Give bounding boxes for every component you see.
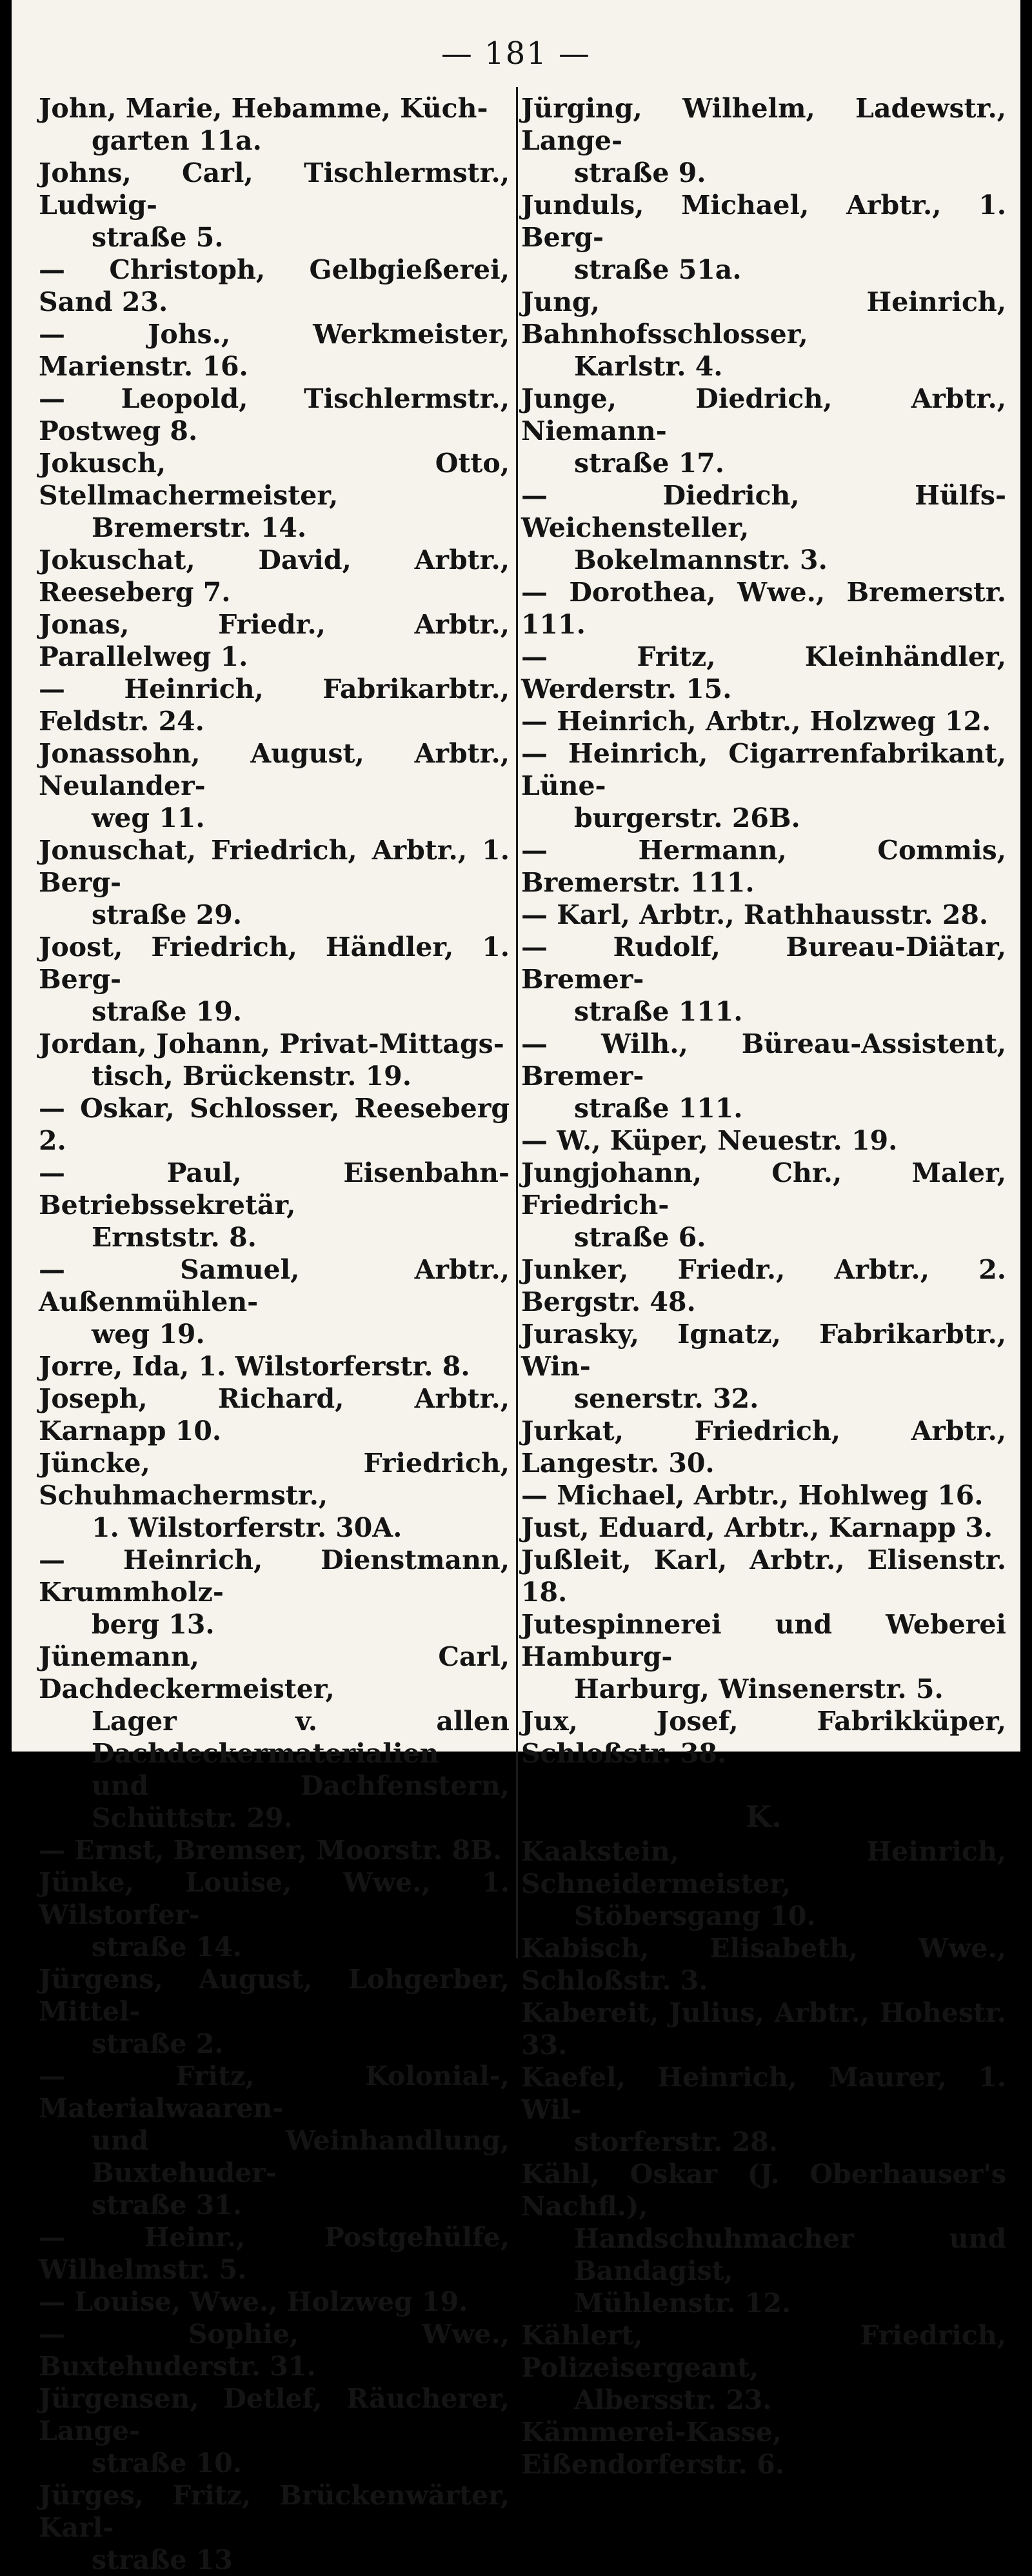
directory-entry-line: 1. Wilstorferstr. 30A. <box>92 1512 402 1543</box>
directory-entry-line: — Wilh., Büreau-Assistent, Bremer- <box>521 1028 1006 1092</box>
directory-entry-line: — Christoph, Gelbgießerei, Sand 23. <box>39 254 510 317</box>
directory-entry-line: — W., Küper, Neuestr. 19. <box>521 1125 898 1156</box>
page-number: — 181 — <box>441 35 591 72</box>
directory-entry-line: Jonassohn, August, Arbtr., Neulander- <box>39 738 510 801</box>
directory-entry-line: Joost, Friedrich, Händler, 1. Berg- <box>39 932 510 995</box>
directory-entry-line: und Dachfenstern, Schüttstr. 29. <box>92 1770 510 1833</box>
directory-entry-line: straße 29. <box>92 899 243 930</box>
directory-entry-line: — Hermann, Commis, Bremerstr. 111. <box>521 835 1006 898</box>
directory-entry-line: — Paul, Eisenbahn-Betriebssekretär, <box>39 1157 510 1221</box>
directory-entry-line: Jurkat, Friedrich, Arbtr., Langestr. 30. <box>521 1415 1006 1479</box>
directory-entry-line: senerstr. 32. <box>574 1383 759 1414</box>
directory-entry-line: Kaefel, Heinrich, Maurer, 1. Wil- <box>521 2062 1006 2125</box>
directory-entry-line: Jutespinnerei und Weberei Hamburg- <box>521 1609 1006 1672</box>
directory-entry-line: straße 51a. <box>574 254 742 285</box>
directory-entry-line: Stöbersgang 10. <box>574 1901 816 1932</box>
directory-entry-line: straße 9. <box>574 157 706 188</box>
directory-entry-line: Jokuschat, David, Arbtr., Reeseberg 7. <box>39 544 510 608</box>
directory-entry-line: — Diedrich, Hülfs-Weichensteller, <box>521 480 1006 543</box>
directory-entry-line: Jünemann, Carl, Dachdeckermeister, <box>39 1641 510 1704</box>
directory-entry-line: — Michael, Arbtr., Hohlweg 16. <box>521 1480 984 1511</box>
directory-entry-line: Jürges, Fritz, Brückenwärter, Karl- <box>39 2480 510 2543</box>
directory-entry-line: burgerstr. 26B. <box>574 803 800 834</box>
directory-entry-line: — Karl, Arbtr., Rathhausstr. 28. <box>521 899 989 930</box>
directory-entry-line: — Louise, Wwe., Holzweg 19. <box>39 2286 468 2317</box>
section-letter-heading: K. <box>746 1799 782 1834</box>
directory-entry-line: straße 111. <box>574 1093 743 1124</box>
directory-entry-line: Joseph, Richard, Arbtr., Karnapp 10. <box>39 1383 510 1446</box>
directory-entry-line: straße 10. <box>92 2448 243 2479</box>
directory-entry-line: Albersstr. 23. <box>574 2384 772 2415</box>
directory-entry-line: — Oskar, Schlosser, Reeseberg 2. <box>39 1093 510 1156</box>
directory-entry-line: Mühlenstr. 12. <box>574 2288 791 2319</box>
directory-entry-line: Junduls, Michael, Arbtr., 1. Berg- <box>521 190 1006 253</box>
directory-entry-line: Jürging, Wilhelm, Ladewstr., Lange- <box>521 93 1006 156</box>
directory-entry-line: John, Marie, Hebamme, Küch- <box>39 93 488 124</box>
directory-entry-line: Jurasky, Ignatz, Fabrikarbtr., Win- <box>521 1319 1006 1382</box>
directory-entry-line: — Rudolf, Bureau-Diätar, Bremer- <box>521 932 1006 995</box>
directory-entry-line: — Leopold, Tischlermstr., Postweg 8. <box>39 383 510 446</box>
directory-entry-line: Handschuhmacher und Bandagist, <box>574 2223 1006 2286</box>
directory-entry-line: berg 13. <box>92 1609 215 1640</box>
directory-entry-line: Jux, Josef, Fabrikküper, Schloßstr. 38. <box>521 1706 1006 1769</box>
directory-entry-line: Jonuschat, Friedrich, Arbtr., 1. Berg- <box>39 835 510 898</box>
directory-entry-line: Just, Eduard, Arbtr., Karnapp 3. <box>521 1512 993 1543</box>
directory-entry-line: storferstr. 28. <box>574 2126 779 2157</box>
directory-entry-line: Jüncke, Friedrich, Schuhmachermstr., <box>39 1448 510 1511</box>
directory-entry-line: Ernststr. 8. <box>92 1222 257 1253</box>
directory-entry-line: straße 2. <box>92 2028 224 2059</box>
directory-entry-line: — Heinrich, Dienstmann, Krummholz- <box>39 1544 510 1608</box>
directory-entry-line: — Ernst, Bremser, Moorstr. 8B. <box>39 1835 502 1866</box>
directory-entry-line: Jonas, Friedr., Arbtr., Parallelweg 1. <box>39 609 510 672</box>
directory-entry-line: Jorre, Ida, 1. Wilstorferstr. 8. <box>39 1351 470 1382</box>
directory-entry-line: straße 6. <box>574 1222 706 1253</box>
directory-entry-line: Junge, Diedrich, Arbtr., Niemann- <box>521 383 1006 446</box>
directory-entry-line: Jokusch, Otto, Stellmachermeister, <box>39 448 510 511</box>
directory-entry-line: Karlstr. 4. <box>574 351 723 382</box>
directory-entry-line: straße 111. <box>574 996 743 1027</box>
directory-entry-line: Kählert, Friedrich, Polizeisergeant, <box>521 2320 1006 2383</box>
directory-entry-line: weg 11. <box>92 803 205 834</box>
directory-entry-line: tisch, Brückenstr. 19. <box>92 1061 412 1092</box>
directory-entry-line: Jordan, Johann, Privat-Mittags- <box>39 1028 504 1059</box>
column-divider <box>516 87 518 1958</box>
directory-entry-line: Kähl, Oskar (J. Oberhauser's Nachfl.), <box>521 2159 1006 2222</box>
left-column <box>39 92 510 2576</box>
directory-entry-line: garten 11a. <box>92 125 262 156</box>
directory-entry-line: — Fritz, Kolonial-, Materialwaaren- <box>39 2061 510 2124</box>
directory-entry-line: Jußleit, Karl, Arbtr., Elisenstr. 18. <box>521 1544 1006 1608</box>
directory-entry-line: — Dorothea, Wwe., Bremerstr. 111. <box>521 577 1006 640</box>
directory-entry-line: Jürgens, August, Lohgerber, Mittel- <box>39 1964 510 2027</box>
directory-entry-line: Kaakstein, Heinrich, Schneidermeister, <box>521 1836 1006 1899</box>
directory-entry-line: Lager v. allen Dachdeckermaterialien <box>92 1706 510 1769</box>
directory-entry-line: Bokelmannstr. 3. <box>574 544 828 575</box>
directory-entry-line: — Samuel, Arbtr., Außenmühlen- <box>39 1254 510 1317</box>
directory-entry-line: Johns, Carl, Tischlermstr., Ludwig- <box>39 157 510 221</box>
directory-entry-line: straße 31. <box>92 2190 243 2221</box>
directory-entry-line: Jürgensen, Detlef, Räucherer, Lange- <box>39 2383 510 2446</box>
directory-entry-line: Kabisch, Elisabeth, Wwe., Schloßstr. 3. <box>521 1933 1006 1996</box>
directory-entry-line: Harburg, Winsenerstr. 5. <box>574 1673 944 1704</box>
directory-entry-line: Jung, Heinrich, Bahnhofsschlosser, <box>521 286 1006 350</box>
directory-entry-line: Kämmerei-Kasse, Eißendorferstr. 6. <box>521 2417 785 2480</box>
directory-entry-line: straße 19. <box>92 996 243 1027</box>
directory-page <box>12 0 1020 2575</box>
directory-entry-line: straße 17. <box>574 448 725 479</box>
directory-entry-line: — Heinrich, Cigarrenfabrikant, Lüne- <box>521 738 1006 801</box>
directory-entry-line: Jünke, Louise, Wwe., 1. Wilstorfer- <box>39 1867 510 1930</box>
directory-entry-line: weg 19. <box>92 1319 205 1350</box>
directory-entry-line: — Johs., Werkmeister, Marienstr. 16. <box>39 319 510 382</box>
directory-entry-line: und Weinhandlung, Buxtehuder- <box>92 2125 510 2188</box>
directory-entry-line: — Heinrich, Fabrikarbtr., Feldstr. 24. <box>39 674 510 737</box>
directory-entry-line: — Heinr., Postgehülfe, Wilhelmstr. 5. <box>39 2222 510 2285</box>
directory-entry-line: — Sophie, Wwe., Buxtehuderstr. 31. <box>39 2319 510 2382</box>
directory-entry-line: straße 14. <box>92 1932 243 1962</box>
directory-entry-line: Junker, Friedr., Arbtr., 2. Bergstr. 48. <box>521 1254 1006 1317</box>
directory-entry-line: Bremerstr. 14. <box>92 512 307 543</box>
right-column <box>521 92 1006 2481</box>
directory-entry-line: straße 13 <box>92 2544 233 2575</box>
directory-entry-line: — Heinrich, Arbtr., Holzweg 12. <box>521 706 991 737</box>
directory-entry-line: — Fritz, Kleinhändler, Werderstr. 15. <box>521 641 1006 704</box>
directory-entry-line: Jungjohann, Chr., Maler, Friedrich- <box>521 1157 1006 1221</box>
directory-entry-line: Kabereit, Julius, Arbtr., Hohestr. 33. <box>521 1997 1006 2061</box>
directory-entry-line: straße 5. <box>92 222 224 253</box>
